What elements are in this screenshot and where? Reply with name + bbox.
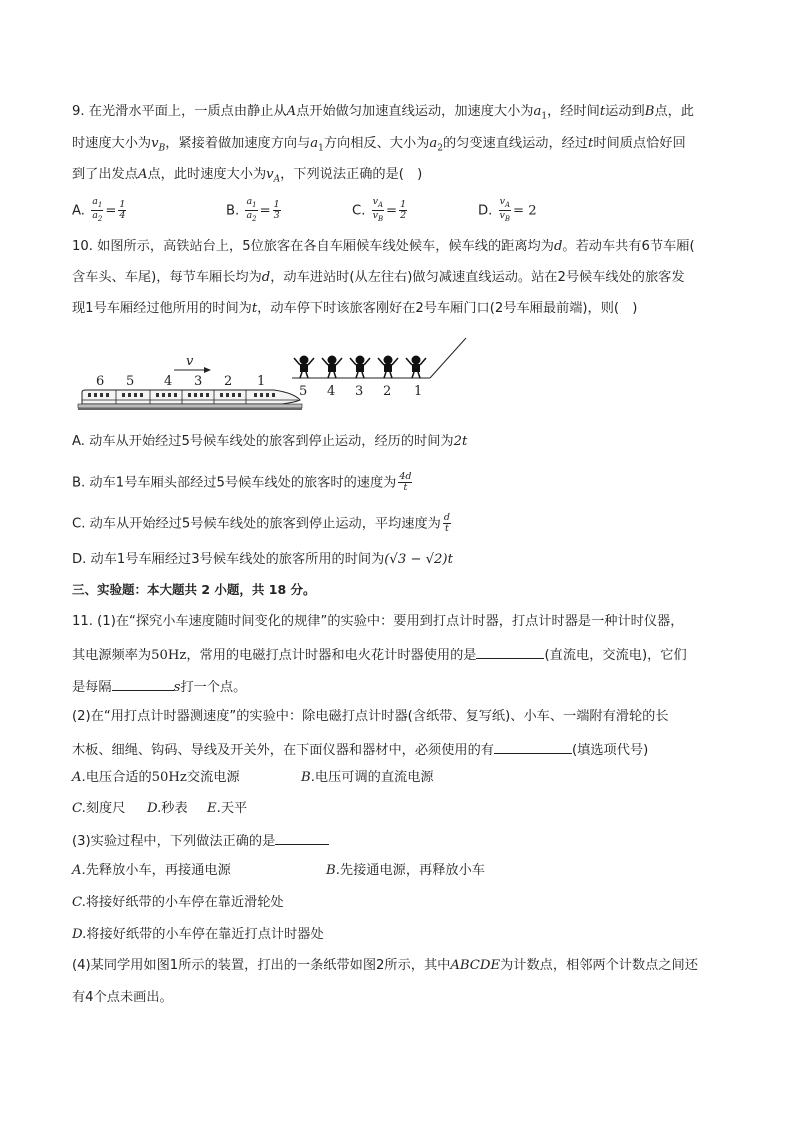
q10-option-d[interactable] <box>72 550 453 570</box>
math-var: ABCDE <box>450 958 501 973</box>
frac-num: 1 <box>273 198 280 210</box>
frac-den: 3 <box>273 209 280 221</box>
math-expr: (√3 − √2)t <box>384 552 453 567</box>
text: 到了出发点 <box>72 167 138 182</box>
q9-option-a[interactable]: A. $\frac{a_1}{a_2}$ = $\frac{1}{4}$ <box>72 196 126 223</box>
text: 点开始做匀加速直线运动，加速度大小为 <box>296 104 534 119</box>
passenger-3 <box>350 356 370 378</box>
frac-num-sub: A <box>377 200 384 209</box>
fraction <box>499 197 511 224</box>
frac-num: a <box>246 196 253 207</box>
frac-num: v <box>499 196 505 207</box>
math-sub: B <box>158 143 166 154</box>
car-number-2: 2 <box>224 374 233 389</box>
option-label: A. <box>72 203 85 219</box>
platform-line <box>292 338 466 378</box>
frac-den: a <box>246 209 253 221</box>
option-label: C. <box>72 801 86 816</box>
text: 运动到 <box>605 104 645 119</box>
text: 的匀变速直线运动，经过 <box>442 136 589 151</box>
math-sub: 2 <box>437 143 443 154</box>
math-value: 50Hz <box>151 648 187 663</box>
option-text: D. 动车1号车厢经过3号候车线处的旅客所用的时间为 <box>72 552 385 567</box>
text: 9. 在光滑水平面上，一质点由静止从 <box>72 104 287 119</box>
math-var: d <box>553 239 563 254</box>
option-label: B. <box>226 203 240 219</box>
fraction <box>118 200 126 221</box>
q9-line3 <box>72 165 422 190</box>
q11-p2-option-d[interactable] <box>147 799 188 819</box>
frac-den: v <box>499 209 505 221</box>
math-var: t <box>251 301 258 316</box>
frac-den: t <box>444 523 449 534</box>
option-text: 交流电源 <box>186 770 240 785</box>
q10-line3 <box>72 299 637 319</box>
frac-num: v <box>372 196 378 207</box>
q9-option-c[interactable]: C. $\frac{v_A}{v_B}$ = $\frac{1}{2}$ <box>352 196 407 223</box>
math-var: A <box>137 167 148 182</box>
frac-num: 1 <box>119 198 126 210</box>
passenger-5 <box>294 356 314 378</box>
frac-den: 4 <box>119 209 126 221</box>
q9-option-b[interactable]: B. $\frac{a_1}{a_2}$ = $\frac{1}{3}$ <box>226 196 280 223</box>
q10-option-b[interactable] <box>72 472 414 494</box>
option-text: 天平 <box>220 801 248 816</box>
text: 是每隔 <box>72 680 112 695</box>
text: (填选项代号) <box>572 743 649 758</box>
waiting-line-number-5: 5 <box>299 384 308 399</box>
option-label: C. <box>72 895 86 910</box>
q11-p4-line2: 有4个点未画出。 <box>72 990 173 1005</box>
text: ，经时间 <box>547 104 600 119</box>
frac-den-sub: B <box>504 214 511 223</box>
math-expr: 2t <box>453 434 468 449</box>
text: 点，此 <box>654 104 694 119</box>
math-var: a <box>429 136 438 151</box>
text: 时速度大小为 <box>72 136 152 151</box>
fraction <box>443 513 451 534</box>
option-label: D. <box>72 927 87 942</box>
q10-line1 <box>72 237 695 257</box>
passenger-4 <box>322 356 342 378</box>
option-text: 电压合适的 <box>85 770 152 785</box>
option-text: 将接好纸带的小车停在靠近打点计时器处 <box>86 927 324 942</box>
q11-p3-line1 <box>72 830 329 852</box>
frac-den: a <box>92 209 98 221</box>
option-text: A. 动车从开始经过5号候车线处的旅客到停止运动，经历的时间为 <box>72 434 454 449</box>
math-var: a <box>533 104 542 119</box>
option-label: A. <box>72 770 86 785</box>
frac-den-sub: 2 <box>252 214 257 223</box>
fraction <box>372 197 384 224</box>
car-number-6: 6 <box>96 374 105 389</box>
frac-num: 1 <box>400 198 407 210</box>
frac-den: v <box>372 209 378 221</box>
frac-num-sub: A <box>504 200 510 209</box>
text: 打一个点。 <box>180 680 247 695</box>
train-platform-figure <box>74 334 474 416</box>
option-text: 秒表 <box>161 801 188 816</box>
q10-option-a[interactable] <box>72 432 467 452</box>
text: ，常用的电磁打点计时器和电火花计时器使用的是 <box>186 648 477 663</box>
text: 。若动车共有6节车厢( <box>562 239 695 254</box>
math-var: a <box>310 136 319 151</box>
text: (3)实验过程中，下列做法正确的是 <box>72 834 276 849</box>
option-text: 刻度尺 <box>85 801 126 816</box>
option-text: 电压可调的直流电源 <box>314 770 434 785</box>
q11-p1-line2 <box>72 644 687 666</box>
option-text: C. 动车从开始经过5号候车线处的旅客到停止运动，平均速度为 <box>72 516 441 532</box>
option-text: B. 动车1号车厢头部经过5号候车线处的旅客时的速度为 <box>72 475 397 491</box>
option-text: 先释放小车，再接通电源 <box>85 863 231 878</box>
passengers <box>294 356 426 378</box>
train-track <box>78 404 302 410</box>
frac-num: d <box>443 512 450 523</box>
text: ，下列说法正确的是( ) <box>280 167 423 182</box>
q11-p2-option-a[interactable] <box>72 768 240 788</box>
math-sub: A <box>273 174 281 185</box>
q11-p2-option-b[interactable] <box>301 768 434 788</box>
option-label: D. <box>478 203 493 219</box>
q11-p3-option-d[interactable] <box>72 925 324 945</box>
q11-p3-option-a[interactable] <box>72 861 231 881</box>
text: 方向相反、大小为 <box>323 136 430 151</box>
train-body <box>82 390 300 404</box>
fraction <box>245 197 257 224</box>
waiting-line-number-4: 4 <box>327 384 336 399</box>
text: 木板、细绳、钩码、导线及开关外，在下面仪器和器材中，必须使用的有 <box>72 743 494 758</box>
passenger-1 <box>406 356 426 378</box>
frac-num: a <box>92 196 98 207</box>
text: ，紧接着做加速度方向与 <box>165 136 311 151</box>
text: 为计数点，相邻两个计数点之间还 <box>500 958 698 973</box>
option-value: 2 <box>528 203 537 219</box>
math-value: 50Hz <box>151 770 187 785</box>
math-unit: s <box>173 680 181 695</box>
option-text: 先接通电源，再释放小车 <box>339 863 485 878</box>
math-sub: 1 <box>318 143 324 154</box>
q11-p2-line1: (2)在“用打点计时器测速度”的实验中：除电磁打点计时器(含纸带、复写纸)、小车、一端附有滑轮的长 <box>72 709 669 724</box>
answer-blank[interactable] <box>476 644 544 659</box>
text: 含车头、车尾)，每节车厢长均为 <box>72 270 262 285</box>
answer-blank[interactable] <box>112 676 174 691</box>
waiting-line-number-2: 2 <box>383 384 392 399</box>
waiting-line-number-3: 3 <box>355 384 364 399</box>
option-label: D. <box>147 801 162 816</box>
math-var: A <box>286 104 297 119</box>
q10-option-c[interactable] <box>72 513 453 535</box>
frac-den-sub: B <box>377 214 384 223</box>
answer-blank[interactable] <box>494 739 572 754</box>
q11-p4-line1 <box>72 956 698 976</box>
math-sub: 1 <box>541 111 548 122</box>
q11-p2-line2 <box>72 739 648 761</box>
car-number-4: 4 <box>164 374 173 389</box>
option-label: E. <box>207 801 221 816</box>
q9-line2 <box>72 134 686 159</box>
fraction <box>91 197 103 224</box>
math-var: t <box>599 104 606 119</box>
text: 时间质点恰好回 <box>593 136 686 151</box>
option-text: 将接好纸带的小车停在靠近滑轮处 <box>85 895 284 910</box>
fraction <box>399 200 407 221</box>
q9-option-d[interactable]: D. $\frac{v_A}{v_B}$ = 2 <box>478 196 537 223</box>
q11-p2-option-e[interactable] <box>207 799 247 819</box>
frac-den: 2 <box>400 209 407 221</box>
text: 现1号车厢经过他所用的时间为 <box>72 301 252 316</box>
fraction <box>398 472 412 493</box>
q11-p1-line1: 11. (1)在“探究小车速度随时间变化的规律”的实验中：要用到打点计时器，打点计时器是一种计时仪器， <box>72 614 684 629</box>
text: 其电源频率为 <box>72 648 152 663</box>
frac-num-sub: 1 <box>252 200 257 209</box>
velocity-label: v <box>186 354 194 369</box>
option-label: B. <box>301 770 315 785</box>
text: ，动车进站时(从左往右)做匀减速直线运动。站在2号候车线处的旅客发 <box>270 270 685 285</box>
option-label: A. <box>72 863 86 878</box>
math-var: t <box>588 136 594 151</box>
answer-blank[interactable] <box>275 830 329 845</box>
q11-p2-option-c[interactable] <box>72 799 125 819</box>
frac-den: t <box>403 482 408 493</box>
text: ，动车停下时该旅客刚好在2号车厢门口(2号车厢最前端)，则( ) <box>257 301 638 316</box>
passenger-2 <box>378 356 398 378</box>
math-var: d <box>261 270 271 285</box>
frac-num-sub: 1 <box>97 200 103 209</box>
math-var: v <box>151 136 159 151</box>
frac-den-sub: 2 <box>97 214 103 223</box>
option-label: C. <box>352 203 366 219</box>
frac-num: 4d <box>399 471 412 482</box>
q9-line1 <box>72 102 694 127</box>
fraction <box>273 200 281 221</box>
math-var: v <box>266 167 274 182</box>
section-heading: 三、实验题：本大题共 2 小题，共 18 分。 <box>72 582 316 597</box>
car-number-1: 1 <box>257 374 266 389</box>
text: 点，此时速度大小为 <box>147 167 267 182</box>
car-number-3: 3 <box>194 374 203 389</box>
car-number-5: 5 <box>126 374 135 389</box>
text: (直流电，交流电)，它们 <box>544 648 687 663</box>
option-label: B. <box>326 863 340 878</box>
text: (4)某同学用如图1所示的装置，打出的一条纸带如图2所示，其中 <box>72 958 451 973</box>
text: 10. 如图所示，高铁站台上，5位旅客在各自车厢候车线处候车，候车线的距离均为 <box>72 239 554 254</box>
math-var: B <box>644 104 655 119</box>
q11-p3-option-b[interactable] <box>326 861 485 881</box>
q11-p3-option-c[interactable] <box>72 893 284 913</box>
q10-line2 <box>72 268 685 288</box>
waiting-line-number-1: 1 <box>414 384 423 399</box>
q11-p1-line3 <box>72 676 246 698</box>
